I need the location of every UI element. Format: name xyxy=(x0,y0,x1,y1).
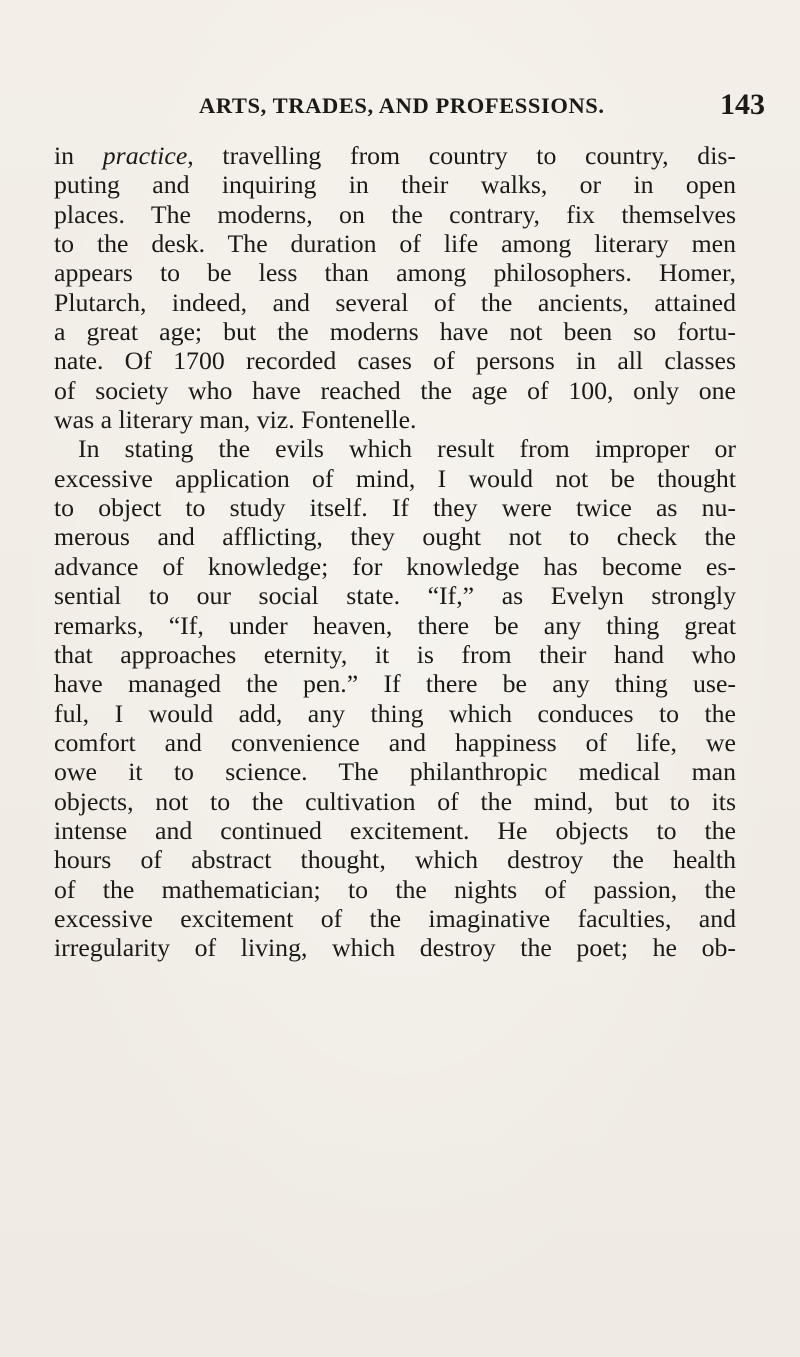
text-line: ful, I would add, any thing which conduces to the xyxy=(54,698,736,728)
text-line: owe it to science. The philanthropic medical man xyxy=(54,757,736,787)
text-line: have managed the pen.” If there be any thing use- xyxy=(54,669,736,699)
text-line: excessive excitement of the imaginative faculties, and xyxy=(54,903,736,933)
text-line: to the desk. The duration of life among literary men xyxy=(54,229,736,259)
text-line: puting and inquiring in their walks, or in open xyxy=(54,170,736,200)
text-line: appears to be less than among philosophers. Homer, xyxy=(54,258,736,288)
text-fragment: in xyxy=(54,141,103,170)
text-line xyxy=(54,141,736,170)
text-line: sential to our social state. “If,” as Evelyn strongly xyxy=(54,581,736,611)
text-line: to object to study itself. If they were twice as nu- xyxy=(54,493,736,523)
text-line: irregularity of living, which destroy the poet; he ob- xyxy=(54,933,736,963)
body-text xyxy=(54,141,736,963)
text-line: remarks, “If, under heaven, there be any thing great xyxy=(54,610,736,640)
running-head: ARTS, TRADES, AND PROFESSIONS. xyxy=(199,93,605,118)
text-line: hours of abstract thought, which destroy the health xyxy=(54,845,736,875)
text-line: excessive application of mind, I would not be thought xyxy=(54,463,736,493)
text-line: a great age; but the moderns have not been so fortu- xyxy=(54,317,736,347)
text-fragment: , travelling from country to country, dis- xyxy=(187,141,736,170)
text-line: advance of knowledge; for knowledge has become es- xyxy=(54,551,736,581)
text-line: nate. Of 1700 recorded cases of persons in all classes xyxy=(54,346,736,376)
paragraph-start-line: In stating the evils which result from improper or xyxy=(78,434,736,464)
text-line: of society who have reached the age of 100, only one xyxy=(54,375,736,405)
page-number: 143 xyxy=(720,88,765,121)
italic-word: practice xyxy=(102,141,188,170)
text-line: intense and continued excitement. He objects to the xyxy=(54,815,736,845)
text-line: that approaches eternity, it is from their hand who xyxy=(54,639,736,669)
text-line: Plutarch, indeed, and several of the ancients, attained xyxy=(54,287,736,317)
text-line: comfort and convenience and happiness of life, we xyxy=(54,727,736,757)
text-line: of the mathematician; to the nights of passion, the xyxy=(54,874,736,904)
paragraph-end-line: was a literary man, viz. Fontenelle. xyxy=(54,405,417,435)
page-header xyxy=(0,88,800,133)
text-line: merous and afflicting, they ought not to check the xyxy=(54,522,736,552)
text-line: places. The moderns, on the contrary, fix themselves xyxy=(54,199,736,229)
text-line: objects, not to the cultivation of the mind, but to its xyxy=(54,786,736,816)
